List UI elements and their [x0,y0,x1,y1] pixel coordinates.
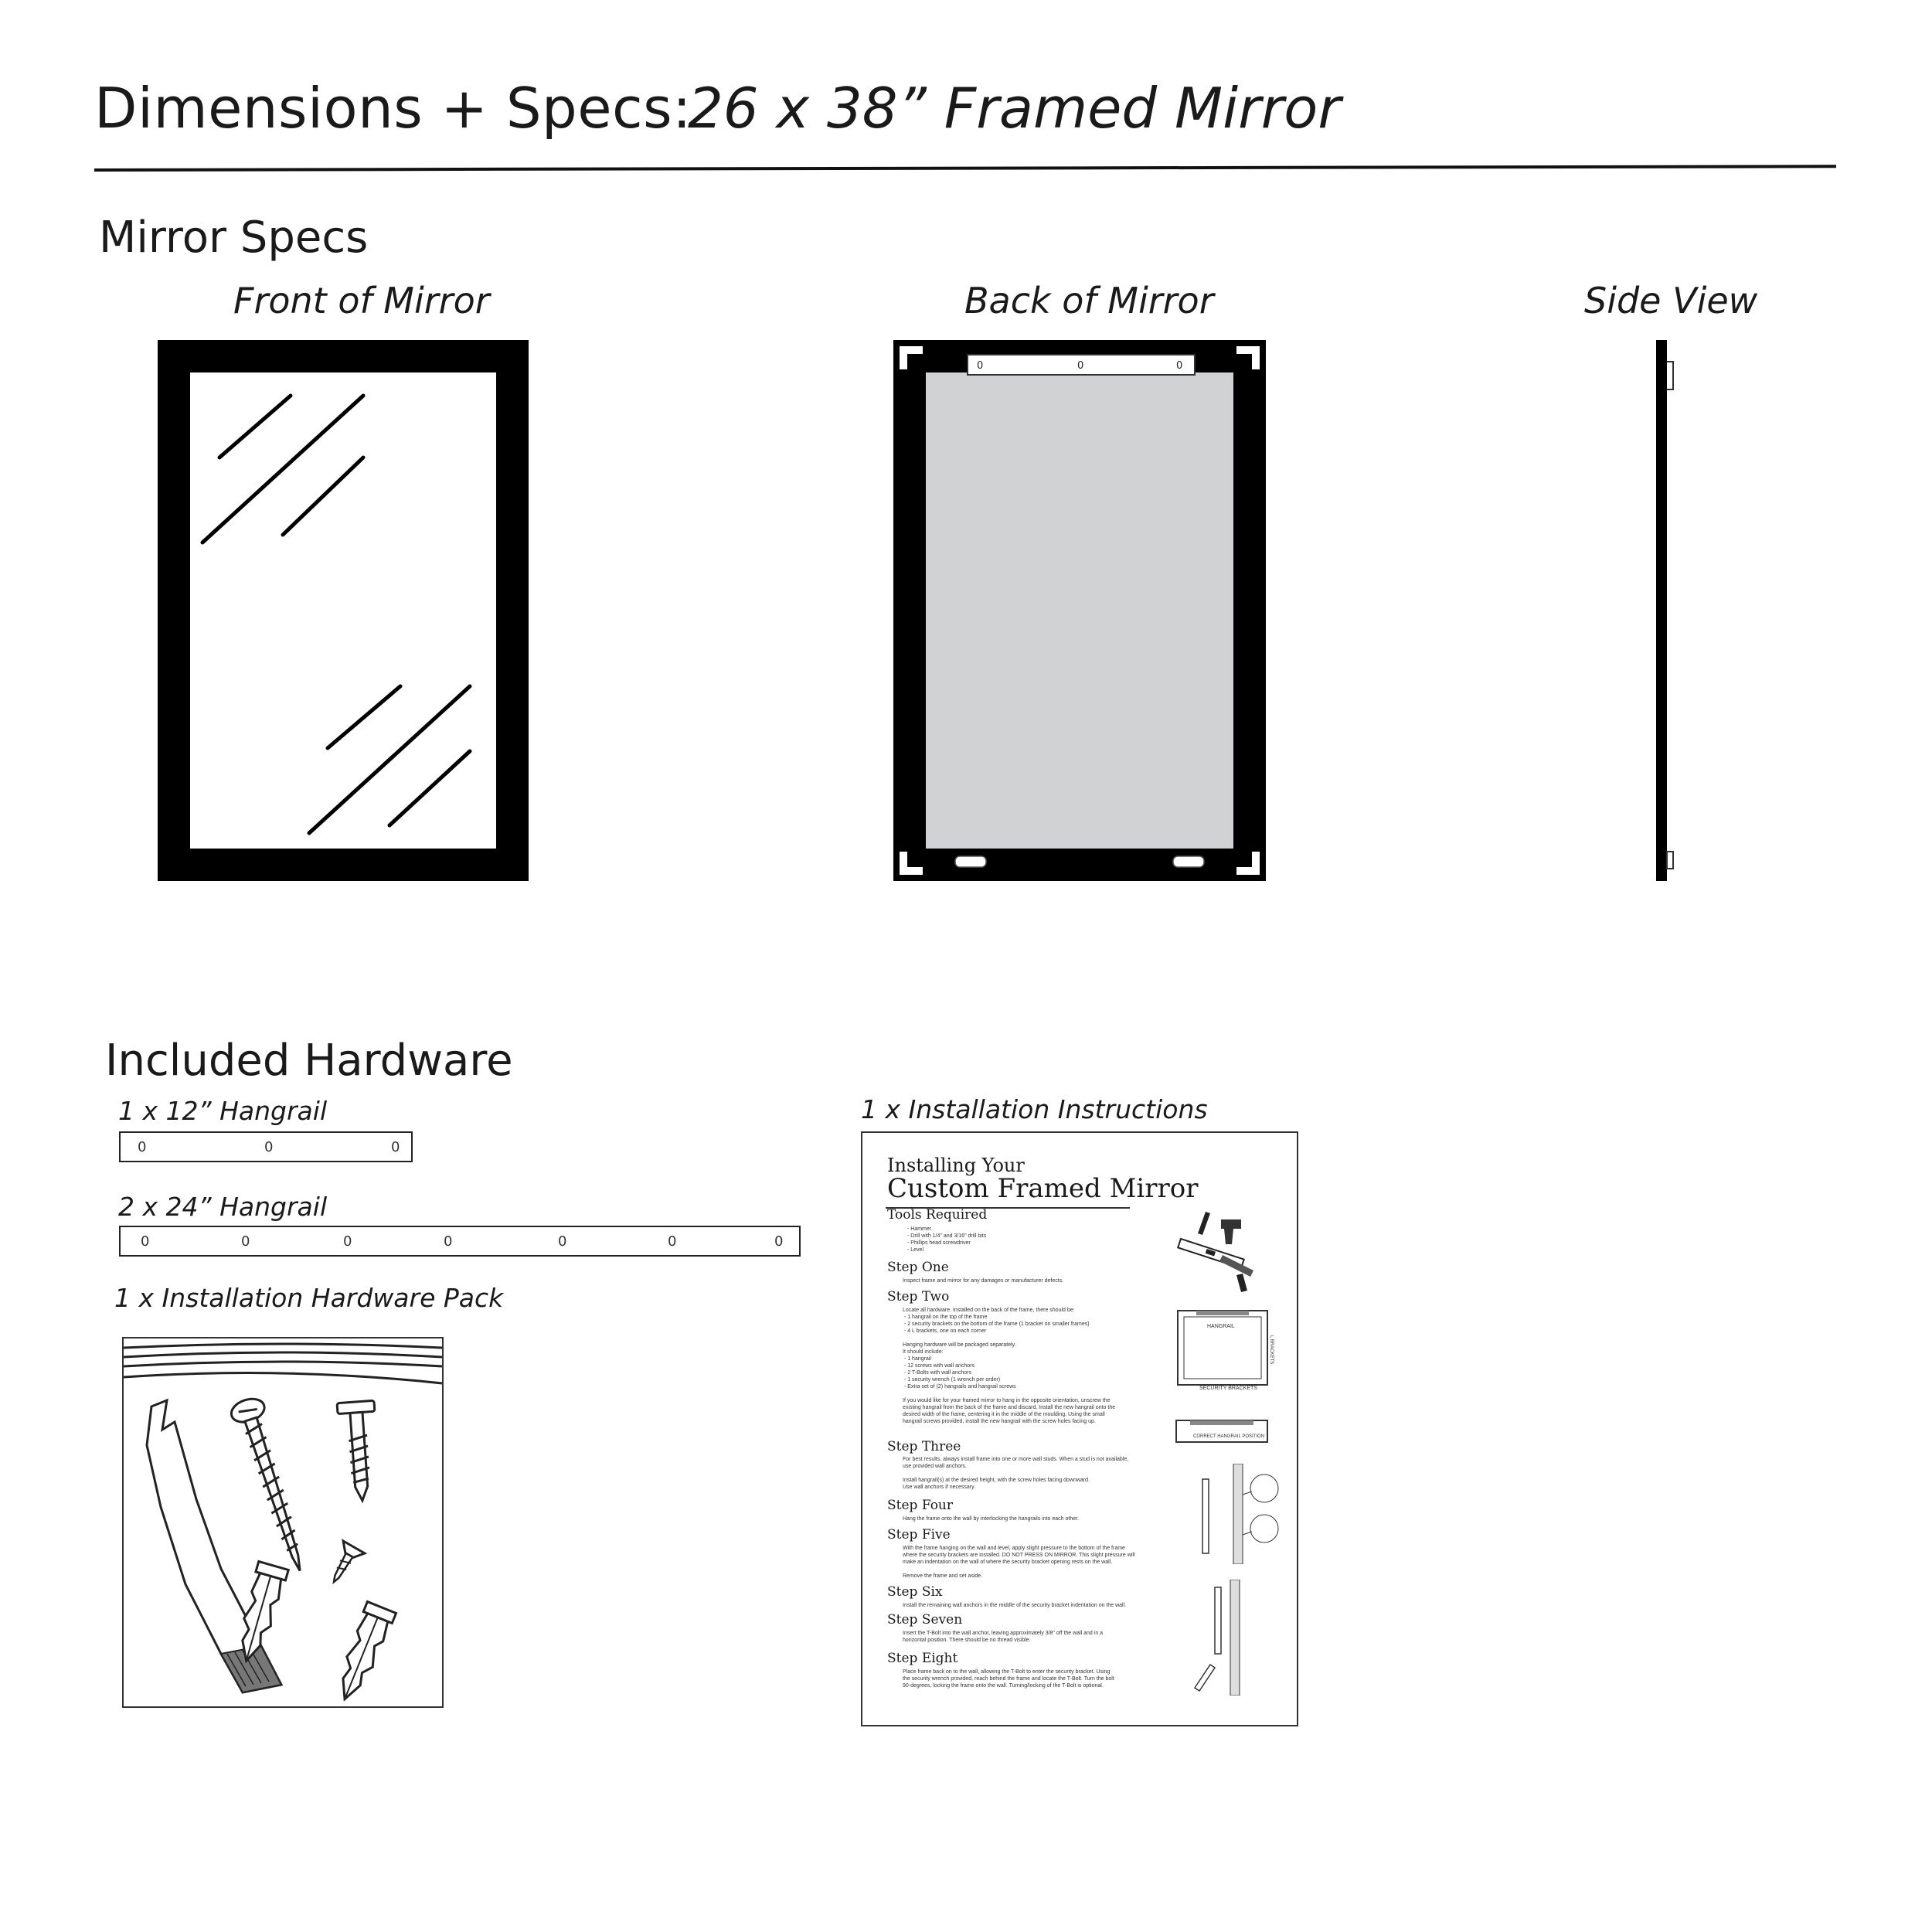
hangrail-position-icon [1175,1419,1275,1450]
doc-step-text: Insert the T-Bolt into the wall anchor, leaving approximately 3/8" off the wall and in a horizontal position. There should be no thread visible. [903,1631,1104,1643]
back-mirror-illustration [893,340,1266,881]
instructions-document [861,1131,1298,1726]
svg-text:0: 0 [1176,360,1183,372]
diagram-hangrail-label: HANGRAIL [1207,1324,1235,1329]
hangrail-24-label: 2 x 24” Hangrail [118,1192,328,1222]
header-divider [94,165,1836,172]
back-panel [926,372,1233,849]
side-frame [1656,340,1667,881]
doc-step-heading: Step Seven [887,1612,963,1628]
front-view-label: Front of Mirror [233,280,490,321]
doc-step-heading: Step Eight [887,1651,958,1666]
doc-title-line2: Custom Framed Mirror [887,1173,1199,1204]
hardware-pack-label: 1 x Installation Hardware Pack [114,1283,504,1313]
frame-diagram-icon [1176,1304,1277,1389]
doc-step-text: With the frame hanging on the wall and level, apply slight pressure to the bottom of the frame where the security brackets are installed. DO NOT PRESS ON MIRROR. This slight pressure will make an indentation on the wall of where the security bracket opening rests on the wall. Remove the frame and set aside. [903,1546,1135,1579]
doc-step-heading: Step One [887,1260,949,1275]
side-view-illustration [1650,340,1681,881]
doc-step-text: Inspect frame and mirror for any damages or manufacturer defects. [903,1278,1064,1284]
diagram-correct-label: CORRECT HANGRAIL POSITION [1193,1434,1265,1439]
hangrail-24: 0 0 0 0 0 0 0 [119,1226,801,1257]
tools-icon [1175,1204,1267,1297]
side-view-label: Side View [1584,280,1758,321]
doc-title-line1: Installing Your [887,1155,1025,1176]
page-subtitle: 26 x 38” Framed Mirror [688,76,1341,141]
instructions-label: 1 x Installation Instructions [861,1094,1208,1124]
doc-tools-heading: Tools Required [887,1207,988,1223]
svg-text:0: 0 [1077,360,1084,372]
doc-step-text: Install the remaining wall anchors in the middle of the security bracket indentation on the wall. [903,1603,1127,1608]
included-hardware-heading: Included Hardware [105,1036,513,1086]
doc-step-text: Place frame back on to the wall, allowing the T-Bolt to enter the security bracket. Using the security wrench provided, reach behind the frame and locate the T-Bolt. Turn the bolt 90-degrees, locking the frame onto the wall. Turning/locking of the T-Bolt is optional. [903,1669,1114,1689]
diagram-lbracket-label: L BRACKETS [1269,1335,1274,1365]
doc-step-heading: Step Six [887,1584,943,1600]
page-title: Dimensions + Specs: [94,76,692,141]
front-mirror-illustration [158,340,529,881]
doc-step-text: Locate all hardware. Installed on the back of the frame, there should be: - 1 hangrail on the top of the frame - 2 security brackets on the bottom of the frame (1 bracket on smaller frames) - 4 L brackets, one on each corner Hanging hardware will be packaged separately. It should include: - 1 hangrail - 12 screws with wall anchors - 2 T-Bolts with wall anchors - 1 security wrench (1 wrench per order) - Extra set of (2) hangrails and hangrail screws If you would like for your framed mirror to hang in the opposite orientation, unscrew the existing hangrail from the back of the frame and discard. Install the new hangrail onto the desired width of the frame, centering it in the middle of the moulding. Using the small hangrail screws provided, install the new hangrail with the screw holes facing up. [903,1308,1116,1424]
doc-step-text: For best results, always install frame into one or more wall studs. When a stud is not available, use provided wall anchors. Install hangrail(s) at the desired height, with the screw holes facing downward. Use wall anchors if necessary. [903,1457,1129,1490]
doc-step-heading: Step Five [887,1527,951,1543]
doc-step-heading: Step Four [887,1498,953,1513]
doc-step-text: Hang the frame onto the wall by interlocking the hangrails into each other. [903,1516,1080,1522]
mirror-specs-heading: Mirror Specs [99,213,369,263]
svg-text:0: 0 [977,360,984,372]
diagram-security-label: SECURITY BRACKETS [1199,1386,1257,1389]
wall-mount-diagram-icon [1195,1464,1280,1564]
doc-tools-text: - Hammer - Drill with 1/4" and 3/16" drill bits - Phillips head screwdriver - Level [907,1226,987,1253]
doc-step-heading: Step Two [887,1289,950,1304]
hangrail-12-label: 1 x 12” Hangrail [118,1096,328,1126]
tbolt-diagram-icon [1187,1580,1257,1696]
side-bracket-icon [1667,852,1673,869]
side-hangrail-icon [1667,362,1673,389]
hangrail-12: 0 0 0 [119,1131,413,1162]
hardware-pack-illustration [122,1337,444,1708]
back-view-label: Back of Mirror [964,280,1214,321]
doc-step-heading: Step Three [887,1439,961,1454]
